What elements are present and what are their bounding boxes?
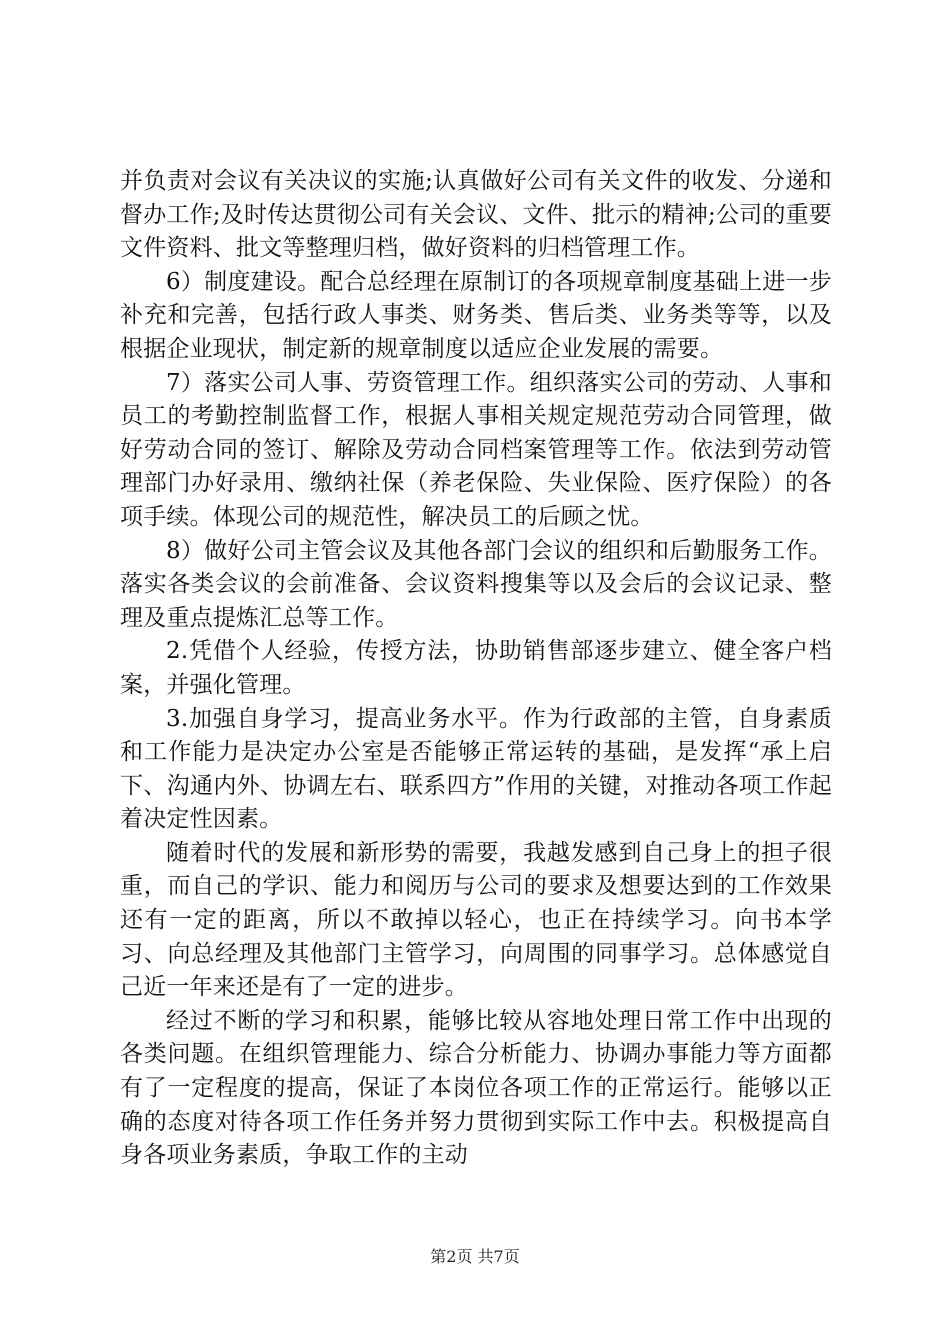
document-body [120, 165, 832, 1173]
paragraph-5: 2.凭借个人经验，传授方法，协助销售部逐步建立、健全客户档案，并强化管理。 [120, 638, 832, 698]
paragraph-6: 3.加强自身学习，提高业务水平。作为行政部的主管，自身素质和工作能力是决定办公室是否能够正常运转的基础，是发挥“承上启下、沟通内外、协调左右、联系四方”作用的关键，对推动各项工作起着决定性因素。 [120, 705, 832, 833]
paragraph-4: 8）做好公司主管会议及其他各部门会议的组织和后勤服务工作。落实各类会议的会前准备、会议资料搜集等以及会后的会议记录、整理及重点提炼汇总等工作。 [120, 537, 832, 631]
paragraph-3: 7）落实公司人事、劳资管理工作。组织落实公司的劳动、人事和员工的考勤控制监督工作，根据人事相关规定规范劳动合同管理，做好劳动合同的签订、解除及劳动合同档案管理等工作。依法到劳动管理部门办好录用、缴纳社保（养老保险、失业保险、医疗保险）的各项手续。体现公司的规范性，解决员工的后顾之忧。 [120, 369, 832, 530]
paragraph-1: 并负责对会议有关决议的实施;认真做好公司有关文件的收发、分递和督办工作;及时传达贯彻公司有关会议、文件、批示的精神;公司的重要文件资料、批文等整理归档，做好资料的归档管理工作。 [120, 168, 832, 262]
paragraph-8: 经过不断的学习和积累，能够比较从容地处理日常工作中出现的各类问题。在组织管理能力、综合分析能力、协调办事能力等方面都有了一定程度的提高，保证了本岗位各项工作的正常运行。能够以正确的态度对待各项工作任务并努力贯彻到实际工作中去。积极提高自身各项业务素质，争取工作的主动 [120, 1007, 832, 1169]
page-footer: 第2页 共7页 [430, 1247, 520, 1266]
paragraph-2: 6）制度建设。配合总经理在原制订的各项规章制度基础上进一步补充和完善，包括行政人事类、财务类、售后类、业务类等等，以及根据企业现状，制定新的规章制度以适应企业发展的需要。 [120, 268, 832, 362]
paragraph-7: 随着时代的发展和新形势的需要，我越发感到自己身上的担子很重，而自己的学识、能力和阅历与公司的要求及想要达到的工作效果还有一定的距离，所以不敢掉以轻心，也正在持续学习。向书本学习、向总经理及其他部门主管学习，向周围的同事学习。总体感觉自己近一年来还是有了一定的进步。 [120, 839, 832, 1001]
